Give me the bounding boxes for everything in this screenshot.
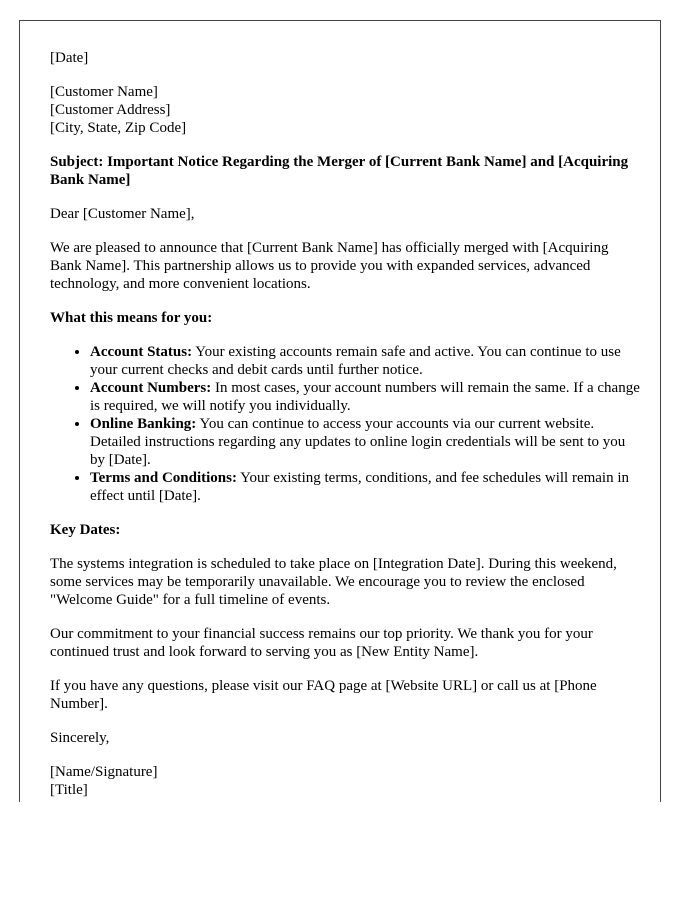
closing: Sincerely, [50,730,110,746]
list-item-text: Your existing accounts remain safe and active. You can continue to use your current checks and debit cards until further notice. [90,344,621,378]
commitment-paragraph: Our commitment to your financial success remains our top priority. We thank you for your continued trust and look forward to serving you as [New Entity Name]. [50,626,593,660]
letter-body [50,49,640,799]
letter-page [19,20,661,802]
list-item-terms-conditions [90,469,640,505]
list-item-label: Terms and Conditions: [90,470,237,486]
changes-list [50,343,640,505]
key-dates-heading: Key Dates: [50,522,121,538]
list-item-text: In most cases, your account numbers will remain the same. If a change is required, we will notify you individually. [90,380,640,414]
intro-paragraph: We are pleased to announce that [Current Bank Name] has officially merged with [Acquiring Bank Name]. This partnership allows us to provide you with expanded services, advanced technology, and more convenient locations. [50,240,609,292]
salutation: Dear [Customer Name], [50,206,195,222]
customer-address: [Customer Address] [50,102,171,118]
list-item-label: Account Status: [90,344,193,360]
recipient-address-block [50,83,640,137]
what-this-means-heading: What this means for you: [50,310,213,326]
letter-date: [Date] [50,50,89,66]
list-item-text: Your existing terms, conditions, and fee schedules will remain in effect until [Date]. [90,470,630,504]
signature-name: [Name/Signature] [50,764,158,780]
list-item-text: You can continue to access your accounts via our current website. Detailed instructions regarding any updates to online login credentials will be sent to you by [Date]. [90,416,626,468]
customer-name: [Customer Name] [50,84,158,100]
list-item-label: Account Numbers: [90,380,212,396]
city-state-zip: [City, State, Zip Code] [50,120,187,136]
list-item-account-status [90,343,640,379]
signature-block [50,763,640,799]
list-item-account-numbers [90,379,640,415]
list-item-online-banking [90,415,640,469]
key-dates-paragraph: The systems integration is scheduled to take place on [Integration Date]. During this weekend, some services may be temporarily unavailable. We encourage you to review the enclosed "Welcome Guide" for a full timeline of events. [50,556,617,608]
subject-line: Subject: Important Notice Regarding the Merger of [Current Bank Name] and [Acquiring Bank Name] [50,154,629,188]
questions-paragraph: If you have any questions, please visit our FAQ page at [Website URL] or call us at [Phone Number]. [50,678,597,712]
list-item-label: Online Banking: [90,416,197,432]
signature-title: [Title] [50,782,88,798]
